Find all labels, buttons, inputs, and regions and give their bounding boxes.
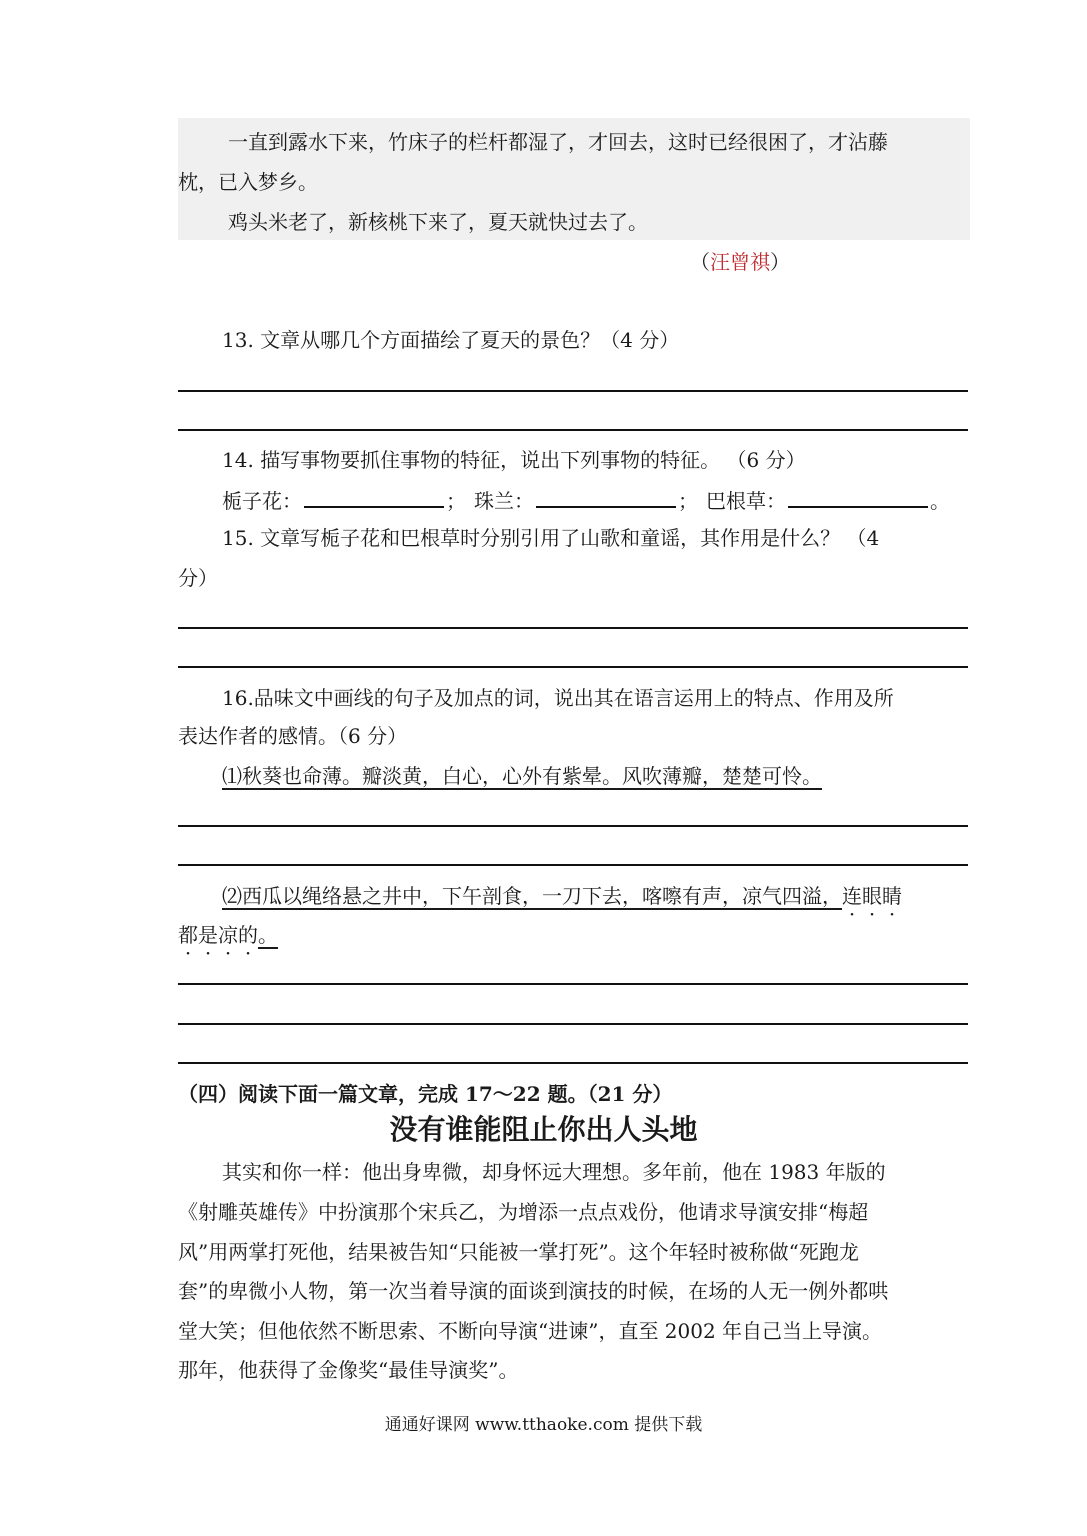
answer-line[interactable] xyxy=(178,390,968,392)
answer-line[interactable] xyxy=(178,627,968,629)
question-16: 16.品味文中画线的句子及加点的词，说出其在语言运用上的特点、作用及所 xyxy=(222,686,894,710)
article-line: 风”用两掌打死他，结果被告知“只能被一掌打死”。这个年轻时被称做“死跑龙 xyxy=(178,1240,859,1264)
passage-line: 鸡头米老了，新核桃下来了，夏天就快过去了。 xyxy=(228,210,648,234)
question-16-cont: 表达作者的感情。（6 分） xyxy=(178,724,408,748)
question-15-cont: 分） xyxy=(178,566,218,590)
article-line: 那年，他获得了金像奖“最佳导演奖”。 xyxy=(178,1358,519,1382)
emphasis-dot-char: 凉 xyxy=(218,923,238,947)
author-attribution: （汪曾祺） xyxy=(690,250,790,274)
article-line: 套”的卑微小人物，第一次当着导演的面谈到演技的时候，在场的人无一例外都哄 xyxy=(178,1279,889,1303)
answer-line[interactable] xyxy=(178,429,968,431)
article-title: 没有谁能阻止你出人头地 xyxy=(389,1113,698,1146)
passage-line: 枕，已入梦乡。 xyxy=(178,170,318,194)
question-14: 14. 描写事物要抓住事物的特征，说出下列事物的特征。 （6 分） xyxy=(222,448,806,472)
question-13: 13. 文章从哪几个方面描绘了夏天的景色？（4 分） xyxy=(222,328,680,352)
answer-line[interactable] xyxy=(178,1023,968,1025)
answer-line[interactable] xyxy=(178,666,968,668)
emphasis-dot-char: 是 xyxy=(198,923,218,947)
article-line: 堂大笑；但他依然不断思索、不断向导演“进谏”，直至 2002 年自己当上导演。 xyxy=(178,1319,883,1343)
question-14-items: 栀子花： ； 珠兰： ； 巴根草： 。 xyxy=(222,486,950,515)
dotted-words xyxy=(178,923,258,947)
answer-line[interactable] xyxy=(178,983,968,985)
answer-blank-gardenia[interactable] xyxy=(304,486,444,508)
answer-line[interactable] xyxy=(178,864,968,866)
emphasis-dot-char: 眼 xyxy=(862,884,882,908)
answer-line[interactable] xyxy=(178,1062,968,1064)
emphasis-dot-char: 睛 xyxy=(882,884,902,908)
question-15: 15. 文章写栀子花和巴根草时分别引用了山歌和童谣，其作用是什么？ （4 xyxy=(222,526,880,550)
answer-blank-bagen-grass[interactable] xyxy=(788,486,928,508)
author-name: 汪曾祺 xyxy=(710,250,770,274)
answer-line[interactable] xyxy=(178,825,968,827)
article-line: 其实和你一样：他出身卑微，却身怀远大理想。多年前，他在 1983 年版的 xyxy=(222,1160,886,1184)
emphasis-dot-char: 连 xyxy=(842,884,862,908)
passage-line: 一直到露水下来，竹床子的栏杆都湿了，才回去，这时已经很困了，才沾藤 xyxy=(228,130,888,154)
question-16-sentence-2-cont: 都是凉的。 xyxy=(178,923,278,947)
question-16-sentence-1: ⑴秋葵也命薄。瓣淡黄，白心，心外有紫晕。风吹薄瓣，楚楚可怜。 xyxy=(222,764,822,788)
section-4-header: （四）阅读下面一篇文章，完成 17～22 题。（21 分） xyxy=(178,1082,673,1106)
page-footer: 通通好课网 www.tthaoke.com 提供下载 xyxy=(384,1415,703,1435)
answer-blank-chloranthus[interactable] xyxy=(536,486,676,508)
emphasis-dot-char: 都 xyxy=(178,923,198,947)
dotted-words xyxy=(842,884,902,908)
article-line: 《射雕英雄传》中扮演那个宋兵乙，为增添一点点戏份，他请求导演安排“梅超 xyxy=(178,1200,869,1224)
question-16-sentence-2: ⑵西瓜以绳络悬之井中，下午剖食，一刀下去，喀嚓有声，凉气四溢，连眼睛 xyxy=(222,884,902,908)
emphasis-dot-char: 的 xyxy=(238,923,258,947)
